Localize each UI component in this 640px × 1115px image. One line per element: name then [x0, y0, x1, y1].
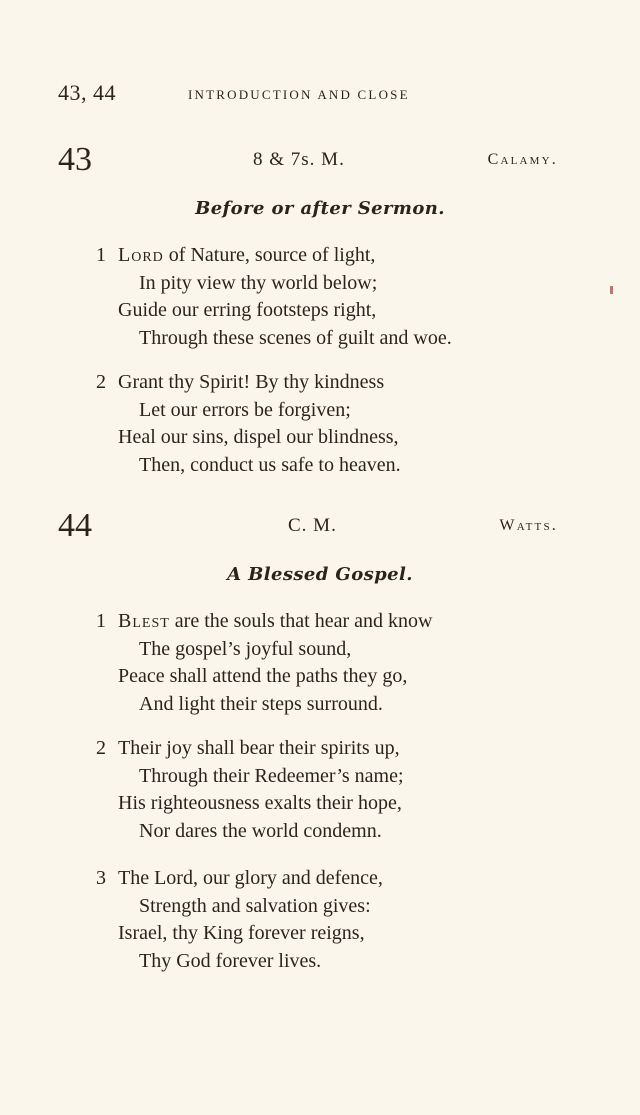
stanza-number: 1: [96, 244, 106, 266]
verse-line: In pity view thy world below;: [139, 271, 378, 294]
stanza-number: 3: [96, 867, 106, 889]
stanza-number: 1: [96, 610, 106, 632]
verse-line: Thy God forever lives.: [139, 949, 322, 972]
verse-line: Let our errors be forgiven;: [139, 398, 351, 421]
paper-speck: [610, 286, 613, 294]
stanza: [96, 369, 401, 479]
verse-line-text: Their joy shall bear their spirits up,: [118, 737, 400, 759]
hymn-number: 43: [58, 141, 92, 178]
hymn-header: [58, 506, 558, 548]
verse-line: And light their steps surround.: [139, 692, 383, 715]
stanza: [96, 865, 383, 975]
verse-line: Peace shall attend the paths they go,: [118, 665, 408, 687]
verse-line: Then, conduct us safe to heaven.: [139, 453, 401, 476]
verse-line: The gospel’s joyful sound,: [139, 637, 352, 660]
page-title: INTRODUCTION AND CLOSE: [188, 87, 410, 102]
verse-line: [96, 735, 404, 763]
verse-line-text: are the souls that hear and know: [169, 610, 433, 632]
stanza-number: 2: [96, 737, 106, 759]
verse-line-text: Grant thy Spirit! By thy kindness: [118, 371, 385, 393]
hymn-meter: C. M.: [288, 515, 337, 536]
verse-line: Strength and salvation gives:: [139, 894, 371, 917]
first-word: Blest: [118, 610, 170, 632]
hymn-subtitle: A Blessed Gospel.: [227, 564, 413, 585]
hymn-author: Watts.: [499, 517, 558, 534]
verse-line-text: The Lord, our glory and defence,: [118, 867, 383, 889]
verse-line: Nor dares the world condemn.: [139, 819, 382, 842]
hymn-header: [58, 140, 558, 182]
verse-line-text: of Nature, source of light,: [163, 244, 376, 266]
first-word: Lord: [118, 244, 164, 266]
verse-line: Guide our erring footsteps right,: [118, 299, 377, 321]
verse-line: [96, 608, 432, 636]
running-head: [58, 80, 578, 110]
verse-line: Heal our sins, dispel our blindness,: [118, 426, 399, 448]
stanza: [96, 242, 452, 352]
verse-line: [96, 242, 452, 270]
verse-line: Israel, thy King forever reigns,: [118, 922, 365, 944]
verse-line: [96, 865, 383, 893]
stanza: [96, 735, 404, 845]
verse-line: [96, 369, 401, 397]
page-numbers: 43, 44: [58, 80, 116, 105]
hymn-author: Calamy.: [487, 151, 558, 168]
hymn-meter: 8 & 7s. M.: [253, 149, 345, 170]
verse-line: Through these scenes of guilt and woe.: [139, 326, 452, 349]
verse-line: Through their Redeemer’s name;: [139, 764, 404, 787]
stanza: [96, 608, 432, 718]
hymn-subtitle: Before or after Sermon.: [195, 198, 445, 219]
verse-line: His righteousness exalts their hope,: [118, 792, 402, 814]
hymn-number: 44: [58, 507, 92, 544]
stanza-number: 2: [96, 371, 106, 393]
